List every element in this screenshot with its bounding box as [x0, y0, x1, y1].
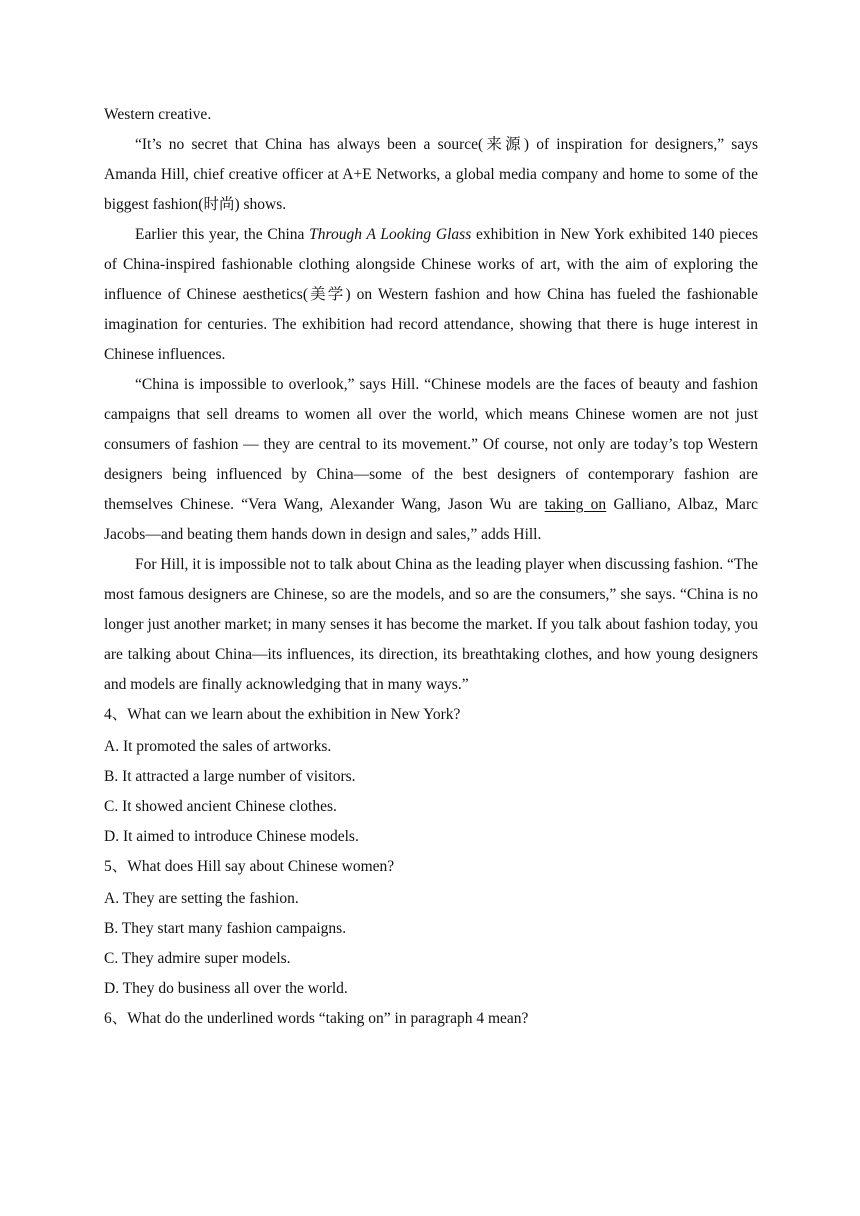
option-b: B. They start many fashion campaigns. [104, 920, 347, 937]
passage-paragraph-0: Western creative. [104, 106, 212, 123]
paragraph-3-text-after: Galliano, Albaz, Marc Jacobs—and beating them hands down in design and sales,” adds Hill. [104, 496, 758, 543]
question-stem: 5、What does Hill say about Chinese women? [104, 858, 395, 875]
question-stem: 4、What can we learn about the exhibition in New York? [104, 706, 461, 723]
paragraph-3-text-before: “China is impossible to overlook,” says Hill. “Chinese models are the faces of beauty and fashion campaigns that sell dreams to women all over the world, which means Chinese women are not just consumers of fashion — they are central to its movement.” Of course, not only are today’s top Western designers being influenced by China—some of the best designers of contemporary fashion are themselves Chinese. “Vera Wang, Alexander Wang, Jason Wu are [104, 376, 758, 513]
paragraph-2-text-after: exhibition in New York exhibited 140 pieces of China-inspired fashionable clothing alongside Chinese works of art, with the aim of exploring the influence of Chinese aesthetics(美学) on Western fashion and how China has fueled the fashionable imagination for centuries. The exhibition had record attendance, showing that there is huge interest in Chinese influences. [104, 226, 758, 363]
question-stem: 6、What do the underlined words “taking on” in paragraph 4 mean? [104, 1010, 529, 1027]
option-b: B. It attracted a large number of visitors. [104, 768, 356, 785]
exhibition-title: Through A Looking Glass [309, 226, 472, 243]
option-d: D. They do business all over the world. [104, 980, 348, 997]
passage-paragraph-3 [104, 370, 758, 550]
question-5 [104, 852, 758, 1004]
option-a: A. They are setting the fashion. [104, 890, 299, 907]
question-4 [104, 700, 758, 852]
option-c: C. They admire super models. [104, 950, 291, 967]
question-6 [104, 1004, 758, 1034]
paragraph-2-text-before: Earlier this year, the China [135, 226, 310, 243]
document-page [104, 100, 758, 1034]
option-d: D. It aimed to introduce Chinese models. [104, 828, 359, 845]
option-a: A. It promoted the sales of artworks. [104, 738, 332, 755]
option-c: C. It showed ancient Chinese clothes. [104, 798, 337, 815]
underlined-phrase: taking on [544, 496, 607, 513]
passage-paragraph-1: “It’s no secret that China has always been a source(来源) of inspiration for designers,” says Amanda Hill, chief creative officer at A+E Networks, a global media company and home to some of the biggest fashion(时尚) shows. [104, 136, 758, 213]
passage-paragraph-4: For Hill, it is impossible not to talk about China as the leading player when discussing fashion. “The most famous designers are Chinese, so are the models, and so are the consumers,” she says. “China is no longer just another market; in many senses it has become the market. If you talk about fashion today, you are talking about China—its influences, its direction, its breathtaking clothes, and how young designers and models are finally acknowledging that in many ways.” [104, 556, 758, 693]
passage-paragraph-2 [104, 220, 758, 370]
